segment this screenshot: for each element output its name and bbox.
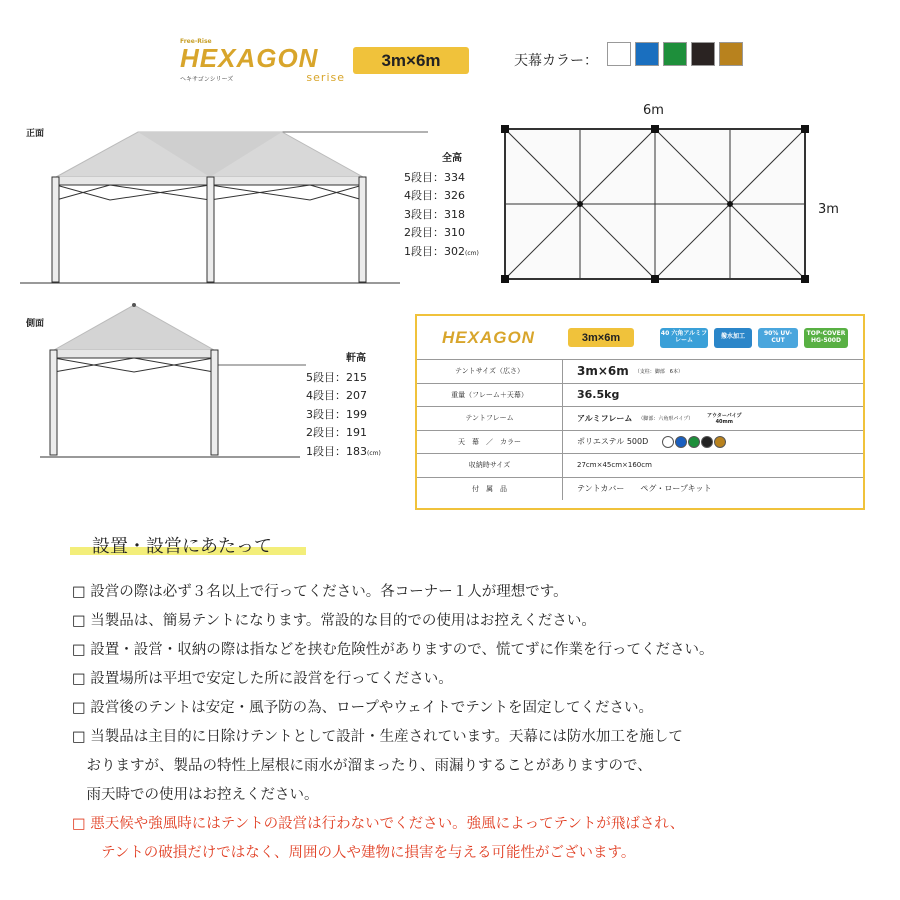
swatch-blue bbox=[635, 42, 659, 66]
instruction-item: □ 当製品は、簡易テントになります。常設的な目的での使用はお控えください。 bbox=[72, 613, 596, 629]
warning-item: □ 悪天候や強風時にはテントの設営は行わないでください。強風によってテントが飛ばされ、 bbox=[72, 816, 685, 832]
swatch-green bbox=[663, 42, 687, 66]
spec-size-badge: 3m×6m bbox=[568, 328, 634, 347]
side-height-row: 2段目：191 bbox=[306, 426, 367, 439]
instruction-item: 雨天時での使用はお控えください。 bbox=[72, 787, 319, 803]
front-height-row: 1段目：302(cm) bbox=[404, 244, 479, 258]
front-height-row: 4段目：326 bbox=[404, 189, 465, 202]
spec-table bbox=[415, 314, 865, 510]
warning-item: テントの破損だけではなく、周囲の人や建物に損害を与える可能性がございます。 bbox=[72, 845, 636, 861]
feature-top-cover-icon: TOP-COVER HG-500D bbox=[804, 328, 848, 348]
color-dot-green bbox=[688, 436, 700, 448]
instruction-item: □ 設置・設営・収納の際は指などを挟む危険性がありますので、慌てずに作業を行ってください。 bbox=[72, 642, 714, 658]
front-height-row: 3段目：318 bbox=[404, 207, 465, 221]
canopy-color-swatches bbox=[607, 42, 743, 66]
instructions-heading: 設置・設営にあたって bbox=[92, 536, 272, 557]
spec-row-storage-size: 収納時サイズ 27cm×45cm×160cm bbox=[417, 453, 863, 477]
side-height-list bbox=[306, 350, 396, 463]
side-height-row: 5段目：215 bbox=[306, 370, 367, 384]
spec-row-accessories: 付 属 品 テントカバー ペグ・ロープキット bbox=[417, 477, 863, 501]
front-height-title: 全高 bbox=[442, 153, 462, 164]
instruction-item: □ 設営後のテントは安定・風予防の為、ロープやウェイトでテントを固定してください。 bbox=[72, 700, 654, 716]
spec-brand-logo: HEXAGON bbox=[442, 328, 535, 347]
brand-name: HEXAGON bbox=[180, 43, 319, 73]
instruction-item: □ 当製品は主目的に日除けテントとして設計・生産されています。天幕には防水加工を施して bbox=[72, 729, 683, 745]
side-view-diagram bbox=[40, 300, 310, 465]
side-height-row: 4段目：207 bbox=[306, 389, 367, 402]
spec-row-canopy: 天 幕 ／ カラー ポリエステル 500D bbox=[417, 430, 863, 454]
top-view-diagram bbox=[500, 124, 810, 284]
feature-uv-cut-icon: 90% UV-CUT bbox=[758, 328, 798, 348]
spec-row-weight: 重量（フレーム＋天幕） 36.5kg bbox=[417, 383, 863, 407]
instruction-item: おりますが、製品の特性上屋根に雨水が溜まったり、雨漏りすることがありますので、 bbox=[72, 758, 652, 774]
top-view-width-label: 6m bbox=[643, 103, 664, 118]
front-view-diagram bbox=[20, 125, 440, 290]
swatch-brown bbox=[719, 42, 743, 66]
front-height-row: 2段目：310 bbox=[404, 226, 465, 239]
swatch-black bbox=[691, 42, 715, 66]
feature-frame-icon: 40 六角アルミフレーム bbox=[660, 328, 708, 348]
side-height-title: 軒高 bbox=[346, 353, 366, 364]
side-view-label: 側面 bbox=[26, 319, 45, 329]
size-badge: 3m×6m bbox=[353, 47, 469, 74]
color-dot-black bbox=[701, 436, 713, 448]
front-height-list bbox=[404, 150, 494, 263]
instruction-item: □ 設営の際は必ず３名以上で行ってください。各コーナー１人が理想です。 bbox=[72, 584, 568, 600]
front-view-label: 正面 bbox=[26, 129, 45, 139]
color-dot-brown bbox=[714, 436, 726, 448]
feature-water-repellent-icon: 撥水加工 bbox=[714, 328, 752, 348]
canopy-color-label: 天幕カラー： bbox=[514, 53, 598, 69]
spec-header bbox=[417, 316, 863, 359]
instructions-list bbox=[72, 578, 872, 868]
instruction-item: □ 設置場所は平坦で安定した所に設営を行ってください。 bbox=[72, 671, 453, 687]
brand-series-en: serise bbox=[306, 71, 345, 84]
color-dot-white bbox=[662, 436, 674, 448]
canopy-color-dots bbox=[662, 436, 726, 448]
swatch-white bbox=[607, 42, 631, 66]
spec-row-frame: テントフレーム アルミフレーム （脚部：六角形パイプ） アウターパイプ 40mm bbox=[417, 406, 863, 430]
brand-logo bbox=[180, 38, 345, 84]
color-dot-blue bbox=[675, 436, 687, 448]
front-height-row: 5段目：334 bbox=[404, 170, 465, 184]
side-height-row: 1段目：183(cm) bbox=[306, 444, 381, 458]
spec-row-size: テントサイズ（広さ） 3m×6m （支柱：脚部 6本） bbox=[417, 359, 863, 383]
side-height-row: 3段目：199 bbox=[306, 407, 367, 421]
brand-series-jp: ヘキサゴンシリーズ bbox=[180, 76, 234, 83]
brand-tag: Free-Rise bbox=[180, 38, 212, 45]
top-view-depth-label: 3m bbox=[818, 202, 839, 217]
